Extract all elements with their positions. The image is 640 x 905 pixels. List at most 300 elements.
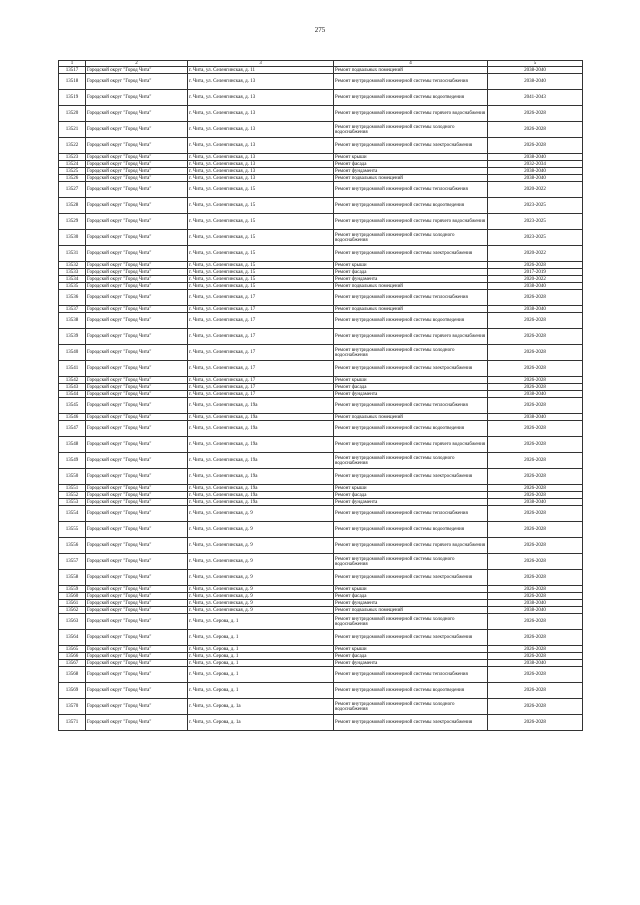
table-row: [59, 377, 583, 384]
address-cell: г. Чита, ул. Серова, д. 1: [188, 653, 334, 660]
table-row: [59, 90, 583, 106]
period-cell: 2026-2028: [488, 453, 583, 469]
work-type-cell: Ремонт крыши: [334, 485, 488, 492]
address-cell: г. Чита, ул. Селенгинская, д. 19а: [188, 414, 334, 421]
work-type-cell: Ремонт внутридомовой инженерной системы электроснабжения: [334, 469, 488, 485]
municipality-cell: Городской округ "Город Чита": [86, 499, 188, 506]
table-row: [59, 138, 583, 154]
address-cell: г. Чита, ул. Селенгинская, д. 15: [188, 269, 334, 276]
work-type-cell: Ремонт подвальных помещений: [334, 306, 488, 313]
municipality-cell: Городской округ "Город Чита": [86, 492, 188, 499]
table-row: [59, 168, 583, 175]
work-type-cell: Ремонт фасада: [334, 653, 488, 660]
address-cell: г. Чита, ул. Селенгинская, д. 17: [188, 391, 334, 398]
table-row: [59, 391, 583, 398]
table-row: [59, 660, 583, 667]
address-cell: г. Чита, ул. Селенгинская, д. 15: [188, 182, 334, 198]
period-cell: 2026-2028: [488, 506, 583, 522]
work-type-cell: Ремонт внутридомовой инженерной системы горячего водоснабжения: [334, 437, 488, 453]
period-cell: 2026-2028: [488, 329, 583, 345]
period-cell: 2038-2040: [488, 168, 583, 175]
period-cell: 2026-2028: [488, 538, 583, 554]
period-cell: 2017-2019: [488, 269, 583, 276]
municipality-cell: Городской округ "Город Чита": [86, 198, 188, 214]
table-row: [59, 306, 583, 313]
municipality-cell: Городской округ "Город Чита": [86, 138, 188, 154]
period-cell: 2026-2028: [488, 485, 583, 492]
work-type-cell: Ремонт подвальных помещений: [334, 283, 488, 290]
row-number-cell: 13530: [59, 230, 86, 246]
work-type-cell: Ремонт фундамента: [334, 660, 488, 667]
address-cell: г. Чита, ул. Селенгинская, д. 19а: [188, 453, 334, 469]
municipality-cell: Городской округ "Город Чита": [86, 593, 188, 600]
address-cell: г. Чита, ул. Селенгинская, д. 9: [188, 586, 334, 593]
work-type-cell: Ремонт крыши: [334, 377, 488, 384]
page-number: 275: [314, 26, 326, 34]
municipality-cell: Городской округ "Город Чита": [86, 506, 188, 522]
period-cell: 2026-2028: [488, 646, 583, 653]
period-cell: 2026-2028: [488, 522, 583, 538]
table-row: [59, 630, 583, 646]
table-row: [59, 538, 583, 554]
table-row: [59, 175, 583, 182]
address-cell: г. Чита, ул. Селенгинская, д. 15: [188, 276, 334, 283]
address-cell: г. Чита, ул. Селенгинская, д. 15: [188, 198, 334, 214]
table-row: [59, 607, 583, 614]
table-row: [59, 715, 583, 731]
table-row: [59, 485, 583, 492]
table-row: [59, 246, 583, 262]
row-number-cell: 13549: [59, 453, 86, 469]
period-cell: 2026-2028: [488, 469, 583, 485]
municipality-cell: Городской округ "Город Чита": [86, 67, 188, 74]
period-cell: 2020-2022: [488, 182, 583, 198]
work-type-cell: Ремонт внутридомовой инженерной системы горячего водоснабжения: [334, 214, 488, 230]
address-cell: г. Чита, ул. Селенгинская, д. 9: [188, 506, 334, 522]
address-cell: г. Чита, ул. Селенгинская, д. 17: [188, 384, 334, 391]
table-row: [59, 106, 583, 122]
row-number-cell: 13529: [59, 214, 86, 230]
period-cell: 2023-2025: [488, 230, 583, 246]
period-cell: 2020-2022: [488, 246, 583, 262]
work-type-cell: Ремонт фундамента: [334, 168, 488, 175]
period-cell: 2023-2025: [488, 198, 583, 214]
address-cell: г. Чита, ул. Селенгинская, д. 9: [188, 570, 334, 586]
period-cell: 2038-2040: [488, 607, 583, 614]
work-type-cell: Ремонт внутридомовой инженерной системы водоотведения: [334, 683, 488, 699]
table-row: [59, 492, 583, 499]
row-number-cell: 13537: [59, 306, 86, 313]
table-row: [59, 122, 583, 138]
row-number-cell: 13548: [59, 437, 86, 453]
row-number-cell: 13542: [59, 377, 86, 384]
municipality-cell: Городской округ "Город Чита": [86, 586, 188, 593]
row-number-cell: 13534: [59, 276, 86, 283]
row-number-cell: 13523: [59, 154, 86, 161]
municipality-cell: Городской округ "Город Чита": [86, 570, 188, 586]
address-cell: г. Чита, ул. Селенгинская, д. 9: [188, 522, 334, 538]
period-cell: 2038-2040: [488, 154, 583, 161]
table-row: [59, 345, 583, 361]
municipality-cell: Городской округ "Город Чита": [86, 230, 188, 246]
work-type-cell: Ремонт внутридомовой инженерной системы холодного водоснабжения: [334, 345, 488, 361]
municipality-cell: Городской округ "Город Чита": [86, 653, 188, 660]
address-cell: г. Чита, ул. Селенгинская, д. 13: [188, 175, 334, 182]
table-row: [59, 667, 583, 683]
row-number-cell: 13538: [59, 313, 86, 329]
table-row: [59, 699, 583, 715]
period-cell: 2038-2040: [488, 67, 583, 74]
row-number-cell: 13558: [59, 570, 86, 586]
municipality-cell: Городской округ "Город Чита": [86, 269, 188, 276]
period-cell: 2026-2028: [488, 106, 583, 122]
municipality-cell: Городской округ "Город Чита": [86, 437, 188, 453]
period-cell: 2026-2028: [488, 361, 583, 377]
municipality-cell: Городской округ "Город Чита": [86, 283, 188, 290]
municipality-cell: Городской округ "Город Чита": [86, 361, 188, 377]
address-cell: г. Чита, ул. Серова, д. 1: [188, 683, 334, 699]
row-number-cell: 13526: [59, 175, 86, 182]
municipality-cell: Городской округ "Город Чита": [86, 667, 188, 683]
address-cell: г. Чита, ул. Селенгинская, д. 19а: [188, 485, 334, 492]
municipality-cell: Городской округ "Город Чита": [86, 660, 188, 667]
row-number-cell: 13518: [59, 74, 86, 90]
address-cell: г. Чита, ул. Селенгинская, д. 13: [188, 106, 334, 122]
table-row: [59, 586, 583, 593]
period-cell: 2026-2028: [488, 345, 583, 361]
row-number-cell: 13552: [59, 492, 86, 499]
address-cell: г. Чита, ул. Селенгинская, д. 13: [188, 122, 334, 138]
row-number-cell: 13522: [59, 138, 86, 154]
row-number-cell: 13547: [59, 421, 86, 437]
address-cell: г. Чита, ул. Серова, д. 1а: [188, 715, 334, 731]
row-number-cell: 13539: [59, 329, 86, 345]
row-number-cell: 13540: [59, 345, 86, 361]
work-type-cell: Ремонт подвальных помещений: [334, 67, 488, 74]
table-row: [59, 421, 583, 437]
address-cell: г. Чита, ул. Селенгинская, д. 19а: [188, 492, 334, 499]
table-row: [59, 683, 583, 699]
work-type-cell: Ремонт внутридомовой инженерной системы теплоснабжения: [334, 398, 488, 414]
period-cell: 2038-2040: [488, 600, 583, 607]
municipality-cell: Городской округ "Город Чита": [86, 246, 188, 262]
address-cell: г. Чита, ул. Селенгинская, д. 13: [188, 154, 334, 161]
work-type-cell: Ремонт подвальных помещений: [334, 175, 488, 182]
municipality-cell: Городской округ "Город Чита": [86, 683, 188, 699]
address-cell: г. Чита, ул. Серова, д. 1: [188, 630, 334, 646]
row-number-cell: 13520: [59, 106, 86, 122]
municipality-cell: Городской округ "Город Чита": [86, 306, 188, 313]
table-row: [59, 74, 583, 90]
municipality-cell: Городской округ "Город Чита": [86, 699, 188, 715]
work-type-cell: Ремонт внутридомовой инженерной системы электроснабжения: [334, 630, 488, 646]
work-type-cell: Ремонт фундамента: [334, 600, 488, 607]
table-row: [59, 384, 583, 391]
address-cell: г. Чита, ул. Селенгинская, д. 13: [188, 74, 334, 90]
address-cell: г. Чита, ул. Селенгинская, д. 19а: [188, 421, 334, 437]
address-cell: г. Чита, ул. Селенгинская, д. 15: [188, 246, 334, 262]
address-cell: г. Чита, ул. Серова, д. 1: [188, 646, 334, 653]
municipality-cell: Городской округ "Город Чита": [86, 182, 188, 198]
period-cell: 2026-2028: [488, 554, 583, 570]
municipality-cell: Городской округ "Город Чита": [86, 554, 188, 570]
period-cell: 2026-2028: [488, 122, 583, 138]
table-row: [59, 262, 583, 269]
address-cell: г. Чита, ул. Селенгинская, д. 17: [188, 361, 334, 377]
row-number-cell: 13545: [59, 398, 86, 414]
address-cell: г. Чита, ул. Селенгинская, д. 13: [188, 138, 334, 154]
table-row: [59, 653, 583, 660]
period-cell: 2038-2040: [488, 660, 583, 667]
address-cell: г. Чита, ул. Селенгинская, д. 11: [188, 67, 334, 74]
work-type-cell: Ремонт внутридомовой инженерной системы теплоснабжения: [334, 667, 488, 683]
work-type-cell: Ремонт подвальных помещений: [334, 414, 488, 421]
work-type-cell: Ремонт внутридомовой инженерной системы электроснабжения: [334, 246, 488, 262]
table-row: [59, 290, 583, 306]
municipality-cell: Городской округ "Город Чита": [86, 485, 188, 492]
municipality-cell: Городской округ "Город Чита": [86, 522, 188, 538]
municipality-cell: Городской округ "Город Чита": [86, 276, 188, 283]
row-number-cell: 13553: [59, 499, 86, 506]
table-row: [59, 230, 583, 246]
municipality-cell: Городской округ "Город Чита": [86, 384, 188, 391]
header-cell-number: 1: [59, 61, 86, 67]
work-type-cell: Ремонт внутридомовой инженерной системы водоотведения: [334, 522, 488, 538]
work-type-cell: Ремонт внутридомовой инженерной системы горячего водоснабжения: [334, 106, 488, 122]
table-row: [59, 522, 583, 538]
work-type-cell: Ремонт внутридомовой инженерной системы водоотведения: [334, 421, 488, 437]
table-row: [59, 269, 583, 276]
municipality-cell: Городской округ "Город Чита": [86, 122, 188, 138]
period-cell: 2026-2028: [488, 262, 583, 269]
table-row: [59, 313, 583, 329]
period-cell: 2026-2028: [488, 570, 583, 586]
table-row: [59, 499, 583, 506]
period-cell: 2026-2028: [488, 699, 583, 715]
municipality-cell: Городской округ "Город Чита": [86, 614, 188, 630]
row-number-cell: 13567: [59, 660, 86, 667]
address-cell: г. Чита, ул. Селенгинская, д. 13: [188, 161, 334, 168]
table-row: [59, 329, 583, 345]
work-type-cell: Ремонт крыши: [334, 646, 488, 653]
address-cell: г. Чита, ул. Селенгинская, д. 17: [188, 329, 334, 345]
row-number-cell: 13541: [59, 361, 86, 377]
row-number-cell: 13521: [59, 122, 86, 138]
period-cell: 2041-2043: [488, 90, 583, 106]
work-type-cell: Ремонт внутридомовой инженерной системы холодного водоснабжения: [334, 554, 488, 570]
address-cell: г. Чита, ул. Селенгинская, д. 13: [188, 168, 334, 175]
work-type-cell: Ремонт подвальных помещений: [334, 607, 488, 614]
municipality-cell: Городской округ "Город Чита": [86, 469, 188, 485]
row-number-cell: 13544: [59, 391, 86, 398]
work-type-cell: Ремонт фасада: [334, 492, 488, 499]
address-cell: г. Чита, ул. Селенгинская, д. 13: [188, 90, 334, 106]
municipality-cell: Городской округ "Город Чита": [86, 630, 188, 646]
table-row: [59, 554, 583, 570]
work-type-cell: Ремонт внутридомовой инженерной системы электроснабжения: [334, 570, 488, 586]
table-row: [59, 570, 583, 586]
work-type-cell: Ремонт крыши: [334, 262, 488, 269]
address-cell: г. Чита, ул. Селенгинская, д. 19а: [188, 398, 334, 414]
municipality-cell: Городской округ "Город Чита": [86, 377, 188, 384]
row-number-cell: 13519: [59, 90, 86, 106]
header-cell-period: 5: [488, 61, 583, 67]
municipality-cell: Городской округ "Город Чита": [86, 391, 188, 398]
row-number-cell: 13570: [59, 699, 86, 715]
work-type-cell: Ремонт внутридомовой инженерной системы водоотведения: [334, 198, 488, 214]
table-row: [59, 198, 583, 214]
period-cell: 2026-2028: [488, 593, 583, 600]
address-cell: г. Чита, ул. Селенгинская, д. 9: [188, 554, 334, 570]
period-cell: 2026-2028: [488, 630, 583, 646]
row-number-cell: 13555: [59, 522, 86, 538]
table-row: [59, 214, 583, 230]
municipality-cell: Городской округ "Город Чита": [86, 313, 188, 329]
municipality-cell: Городской округ "Город Чита": [86, 646, 188, 653]
work-type-cell: Ремонт внутридомовой инженерной системы электроснабжения: [334, 715, 488, 731]
municipality-cell: Городской округ "Город Чита": [86, 175, 188, 182]
work-type-cell: Ремонт фундамента: [334, 499, 488, 506]
address-cell: г. Чита, ул. Селенгинская, д. 15: [188, 262, 334, 269]
work-type-cell: Ремонт внутридомовой инженерной системы холодного водоснабжения: [334, 699, 488, 715]
municipality-cell: Городской округ "Город Чита": [86, 453, 188, 469]
table-row: [59, 437, 583, 453]
municipality-cell: Городской округ "Город Чита": [86, 538, 188, 554]
period-cell: 2026-2028: [488, 421, 583, 437]
municipality-cell: Городской округ "Город Чита": [86, 329, 188, 345]
period-cell: 2026-2028: [488, 398, 583, 414]
table-body: [59, 67, 583, 731]
row-number-cell: 13557: [59, 554, 86, 570]
period-cell: 2032-2034: [488, 161, 583, 168]
work-type-cell: Ремонт внутридомовой инженерной системы холодного водоснабжения: [334, 453, 488, 469]
work-type-cell: Ремонт фасада: [334, 161, 488, 168]
municipality-cell: Городской округ "Город Чита": [86, 600, 188, 607]
work-type-cell: Ремонт фасада: [334, 269, 488, 276]
row-number-cell: 13532: [59, 262, 86, 269]
municipality-cell: Городской округ "Город Чита": [86, 106, 188, 122]
period-cell: 2038-2040: [488, 499, 583, 506]
row-number-cell: 13559: [59, 586, 86, 593]
period-cell: 2038-2040: [488, 414, 583, 421]
period-cell: 2038-2040: [488, 391, 583, 398]
row-number-cell: 13527: [59, 182, 86, 198]
row-number-cell: 13517: [59, 67, 86, 74]
row-number-cell: 13568: [59, 667, 86, 683]
address-cell: г. Чита, ул. Селенгинская, д. 15: [188, 214, 334, 230]
period-cell: 2038-2040: [488, 175, 583, 182]
row-number-cell: 13528: [59, 198, 86, 214]
address-cell: г. Чита, ул. Селенгинская, д. 17: [188, 306, 334, 313]
work-type-cell: Ремонт фундамента: [334, 276, 488, 283]
address-cell: г. Чита, ул. Селенгинская, д. 19а: [188, 469, 334, 485]
work-type-cell: Ремонт внутридомовой инженерной системы теплоснабжения: [334, 506, 488, 522]
period-cell: 2026-2028: [488, 586, 583, 593]
table-row: [59, 469, 583, 485]
table-row: [59, 361, 583, 377]
table-row: [59, 182, 583, 198]
period-cell: 2026-2028: [488, 290, 583, 306]
work-type-cell: Ремонт крыши: [334, 154, 488, 161]
table-row: [59, 414, 583, 421]
address-cell: г. Чита, ул. Серова, д. 1а: [188, 699, 334, 715]
address-cell: г. Чита, ул. Селенгинская, д. 9: [188, 538, 334, 554]
row-number-cell: 13561: [59, 600, 86, 607]
work-type-cell: Ремонт внутридомовой инженерной системы электроснабжения: [334, 138, 488, 154]
work-type-cell: Ремонт внутридомовой инженерной системы горячего водоснабжения: [334, 538, 488, 554]
period-cell: 2026-2028: [488, 614, 583, 630]
work-type-cell: Ремонт фундамента: [334, 391, 488, 398]
row-number-cell: 13550: [59, 469, 86, 485]
address-cell: г. Чита, ул. Серова, д. 1: [188, 667, 334, 683]
address-cell: г. Чита, ул. Селенгинская, д. 9: [188, 607, 334, 614]
table-row: [59, 154, 583, 161]
row-number-cell: 13571: [59, 715, 86, 731]
period-cell: 2026-2028: [488, 138, 583, 154]
work-type-cell: Ремонт внутридомовой инженерной системы холодного водоснабжения: [334, 230, 488, 246]
address-cell: г. Чита, ул. Селенгинская, д. 19а: [188, 499, 334, 506]
period-cell: 2026-2028: [488, 667, 583, 683]
work-type-cell: Ремонт внутридомовой инженерной системы горячего водоснабжения: [334, 329, 488, 345]
table-row: [59, 453, 583, 469]
row-number-cell: 13535: [59, 283, 86, 290]
work-type-cell: Ремонт внутридомовой инженерной системы холодного водоснабжения: [334, 614, 488, 630]
address-cell: г. Чита, ул. Серова, д. 1: [188, 614, 334, 630]
municipality-cell: Городской округ "Город Чита": [86, 290, 188, 306]
municipality-cell: Городской округ "Город Чита": [86, 715, 188, 731]
period-cell: 2026-2028: [488, 377, 583, 384]
row-number-cell: 13569: [59, 683, 86, 699]
period-cell: 2026-2028: [488, 683, 583, 699]
table-row: [59, 593, 583, 600]
table-row: [59, 161, 583, 168]
address-cell: г. Чита, ул. Селенгинская, д. 9: [188, 600, 334, 607]
period-cell: 2026-2028: [488, 715, 583, 731]
period-cell: 2026-2028: [488, 437, 583, 453]
work-type-cell: Ремонт внутридомовой инженерной системы теплоснабжения: [334, 182, 488, 198]
period-cell: 2038-2040: [488, 306, 583, 313]
row-number-cell: 13563: [59, 614, 86, 630]
municipality-cell: Городской округ "Город Чита": [86, 168, 188, 175]
row-number-cell: 13525: [59, 168, 86, 175]
municipality-cell: Городской округ "Город Чита": [86, 161, 188, 168]
municipality-cell: Городской округ "Город Чита": [86, 74, 188, 90]
address-cell: г. Чита, ул. Селенгинская, д. 17: [188, 290, 334, 306]
period-cell: 2026-2028: [488, 492, 583, 499]
address-cell: г. Чита, ул. Селенгинская, д. 9: [188, 593, 334, 600]
work-type-cell: Ремонт внутридомовой инженерной системы теплоснабжения: [334, 290, 488, 306]
row-number-cell: 13562: [59, 607, 86, 614]
municipality-cell: Городской округ "Город Чита": [86, 398, 188, 414]
header-cell-address: 3: [188, 61, 334, 67]
work-type-cell: Ремонт внутридомовой инженерной системы электроснабжения: [334, 361, 488, 377]
municipality-cell: Городской округ "Город Чита": [86, 90, 188, 106]
table-row: [59, 600, 583, 607]
work-type-cell: Ремонт внутридомовой инженерной системы теплоснабжения: [334, 74, 488, 90]
table-row: [59, 67, 583, 74]
row-number-cell: 13546: [59, 414, 86, 421]
address-cell: г. Чита, ул. Селенгинская, д. 19а: [188, 437, 334, 453]
row-number-cell: 13554: [59, 506, 86, 522]
table-row: [59, 398, 583, 414]
row-number-cell: 13536: [59, 290, 86, 306]
work-type-cell: Ремонт внутридомовой инженерной системы водоотведения: [334, 90, 488, 106]
work-type-cell: Ремонт крыши: [334, 586, 488, 593]
work-type-cell: Ремонт фасада: [334, 593, 488, 600]
table-row: [59, 646, 583, 653]
period-cell: 2038-2040: [488, 283, 583, 290]
work-type-cell: Ремонт фасада: [334, 384, 488, 391]
